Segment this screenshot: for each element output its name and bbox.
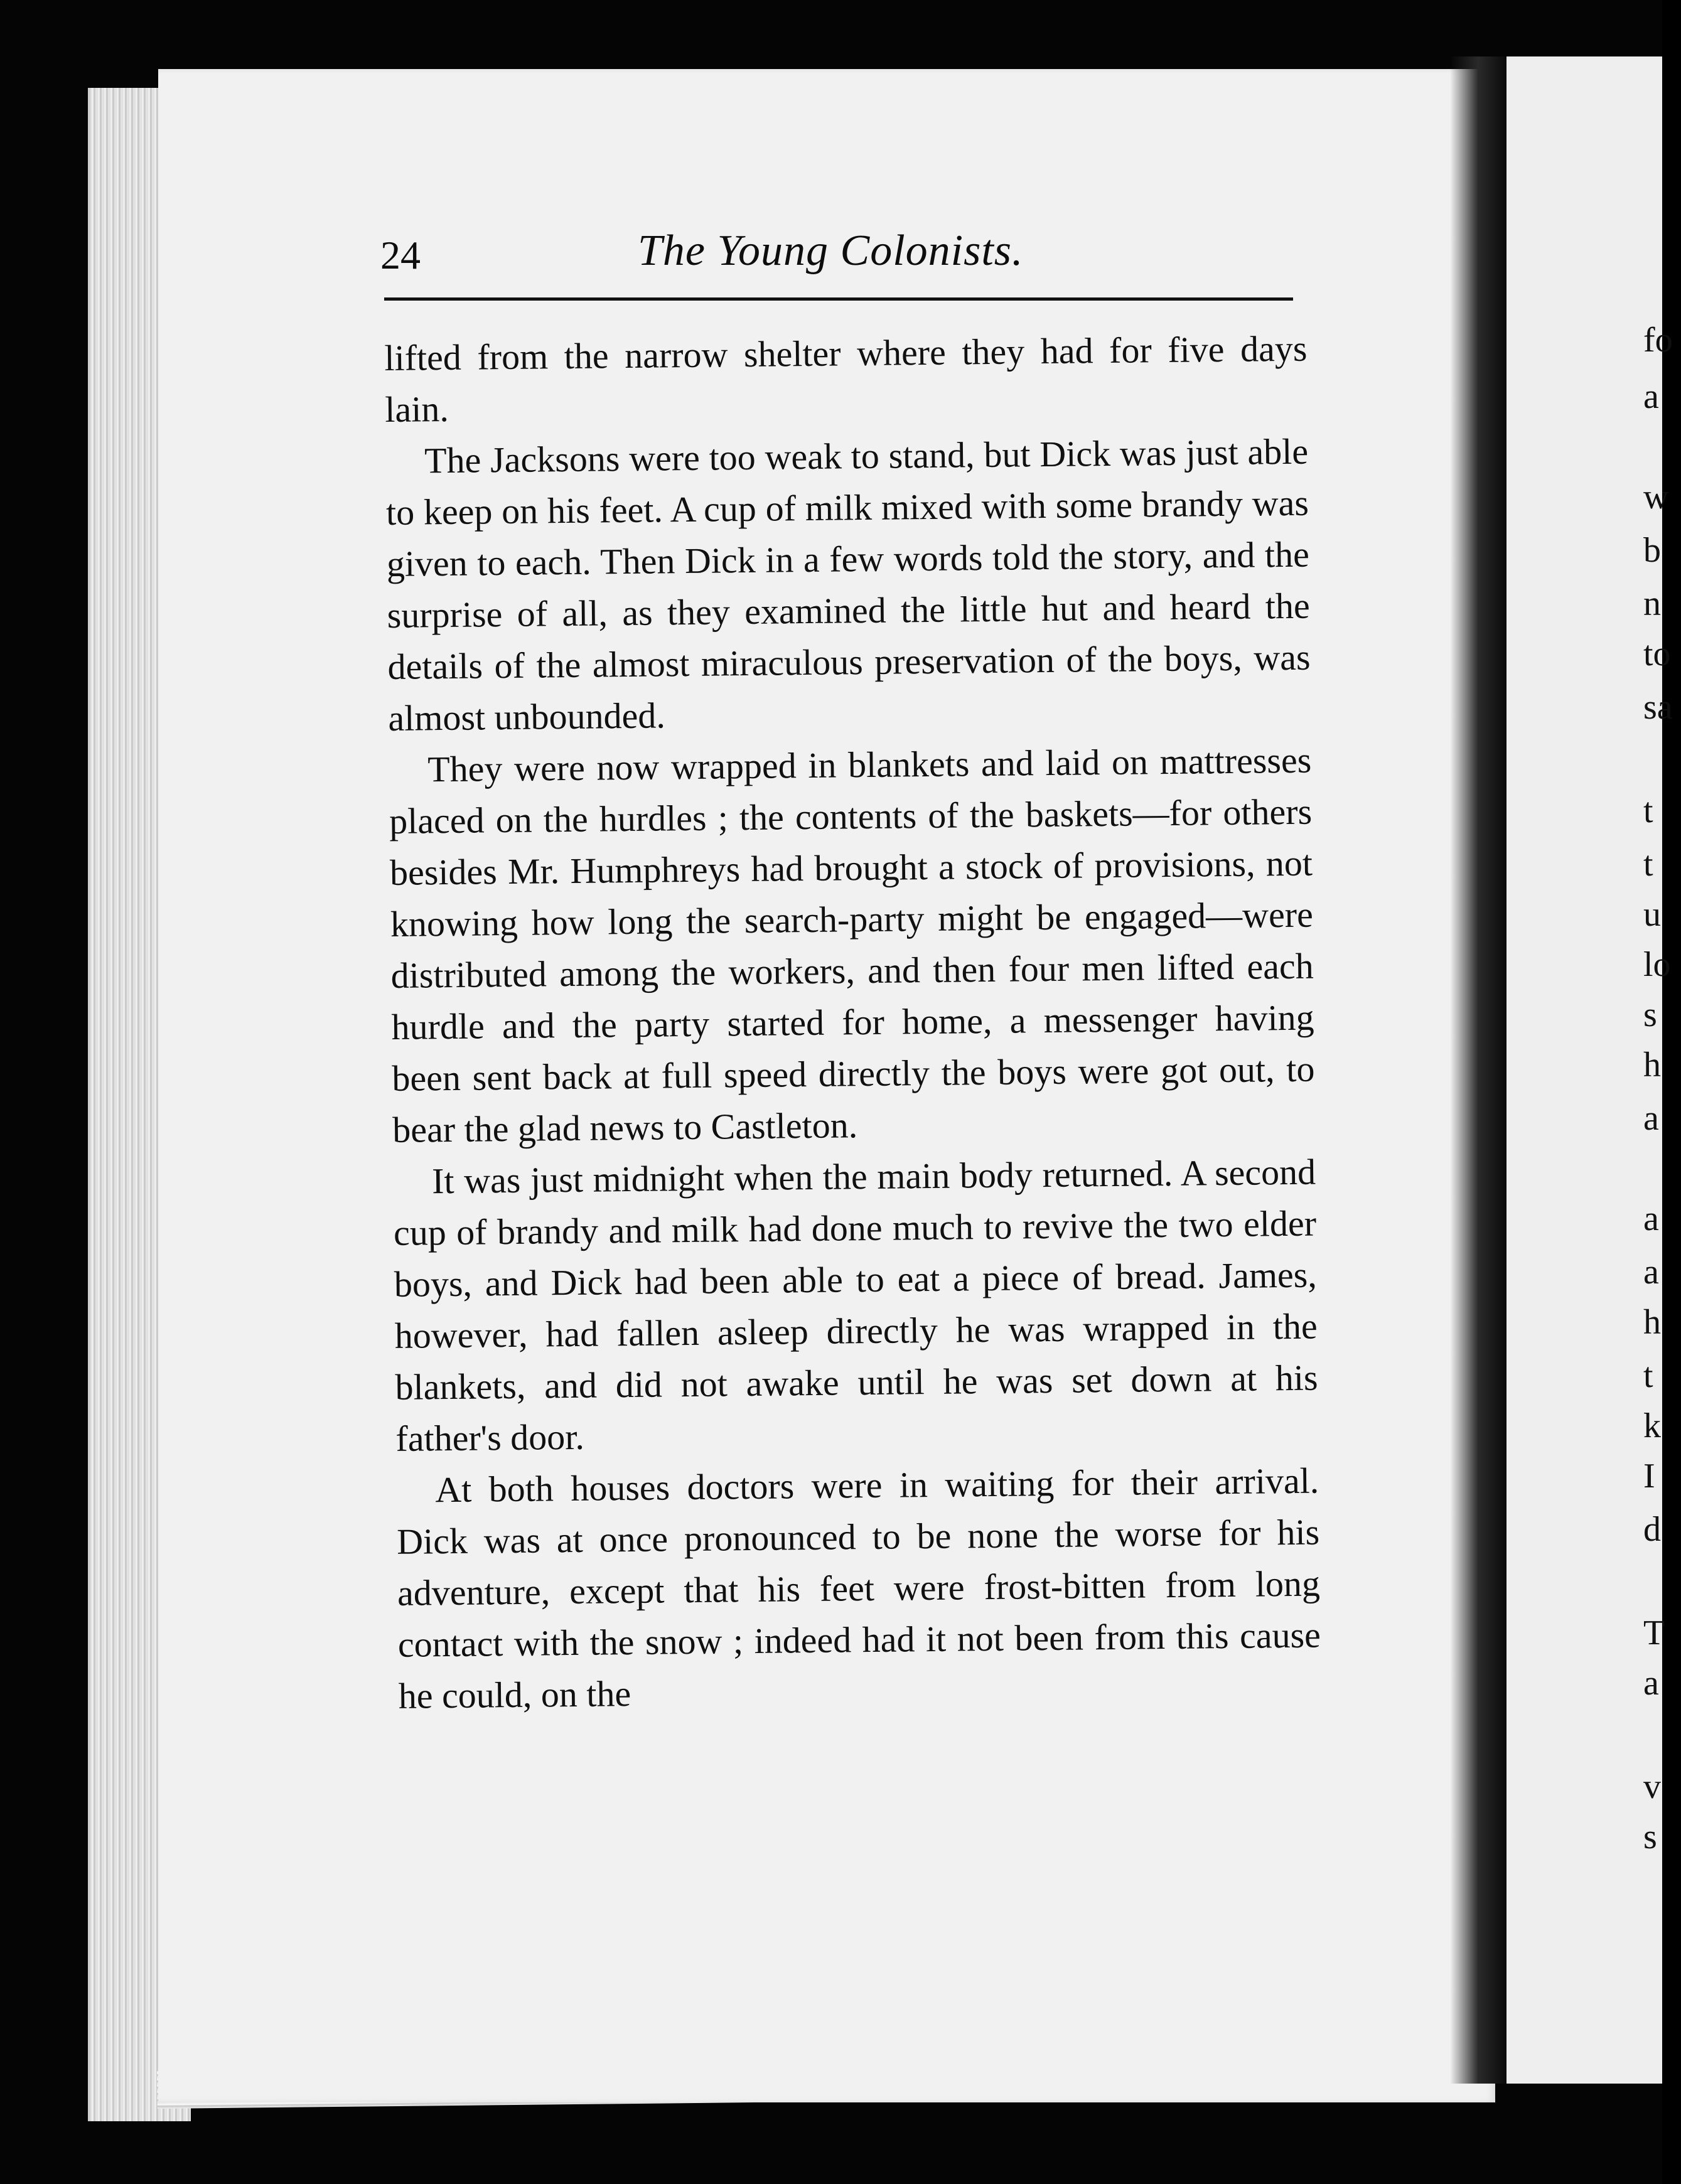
running-head — [380, 226, 1297, 289]
right-page-fragment: t — [1643, 791, 1653, 830]
book-title: The Young Colonists. — [638, 227, 1024, 275]
paragraph: The Jacksons were too weak to stand, but Dick was just able to keep on his feet. A cup of milk mixed with some brandy was given to each. Then Dick in a few words told the story, and the surprise of all, as they examined the little hut and heard the details of the almost miraculous preservation of the boys, was almost unbounded. — [385, 431, 1311, 739]
right-page-fragment: h — [1643, 1303, 1661, 1342]
paragraph: It was just midnight when the main body returned. A second cup of brandy and milk had done much to revive the two elder boys, and Dick had been able to eat a piece of bread. James, however, had fallen asleep directly he was wrapped in the blankets, and did not awake until he was set down at his father's door. — [393, 1151, 1318, 1459]
right-page-fragment: u — [1643, 895, 1661, 934]
right-page-fragment: I — [1643, 1457, 1655, 1496]
right-page-fragment: n — [1643, 584, 1661, 623]
book-gutter — [1450, 56, 1506, 2084]
right-page-fragment: s — [1643, 995, 1657, 1034]
right-page-partial — [1506, 56, 1662, 2084]
page-number: 24 — [380, 233, 421, 277]
right-page-fragment: T — [1643, 1614, 1665, 1652]
right-page-fragment: t — [1643, 845, 1653, 884]
right-page-fragment: a — [1643, 1099, 1659, 1138]
right-page-fragment: s — [1643, 1817, 1657, 1856]
body-text — [384, 323, 1321, 1722]
right-page-fragment: w — [1643, 478, 1669, 517]
right-page-fragment: a — [1643, 1664, 1659, 1703]
right-page-fragment: lo — [1643, 945, 1671, 984]
right-page-fragment: t — [1643, 1356, 1653, 1395]
right-page-fragment: k — [1643, 1406, 1661, 1445]
paragraph: At both houses doctors were in waiting for their arrival. Dick was at once pronounced to be none the worse for his adventure, except that his feet were frost-bitten from long contact with the snow ; indeed had it not been from this cause he could, on the — [396, 1460, 1321, 1716]
right-page-fragment: a — [1643, 1199, 1659, 1238]
right-page-fragment: fo — [1643, 321, 1673, 360]
paragraph: lifted from the narrow shelter where they had for five days lain. — [384, 328, 1308, 430]
paragraph: They were now wrapped in blankets and laid on mattresses placed on the hurdles ; the contents of the baskets—for others besides Mr. Humphreys had brought a stock of provisions, not knowing how long the search-party might be engaged—were distributed among the workers, and then four men lifted each hurdle and the party started for home, a messenger having been sent back at full speed directly the boys were got out, to bear the glad news to Castleton. — [389, 739, 1315, 1150]
right-page-fragment: v — [1643, 1767, 1661, 1806]
right-page-fragment: to — [1643, 634, 1671, 673]
header-rule — [384, 297, 1293, 301]
right-page-fragment: h — [1643, 1046, 1661, 1084]
right-page-fragment: a — [1643, 377, 1659, 416]
right-page-fragment: d — [1643, 1510, 1661, 1549]
right-page-fragment: a — [1643, 1253, 1659, 1292]
right-page-fragment: sa — [1643, 688, 1673, 727]
right-page-fragment: b — [1643, 531, 1661, 570]
